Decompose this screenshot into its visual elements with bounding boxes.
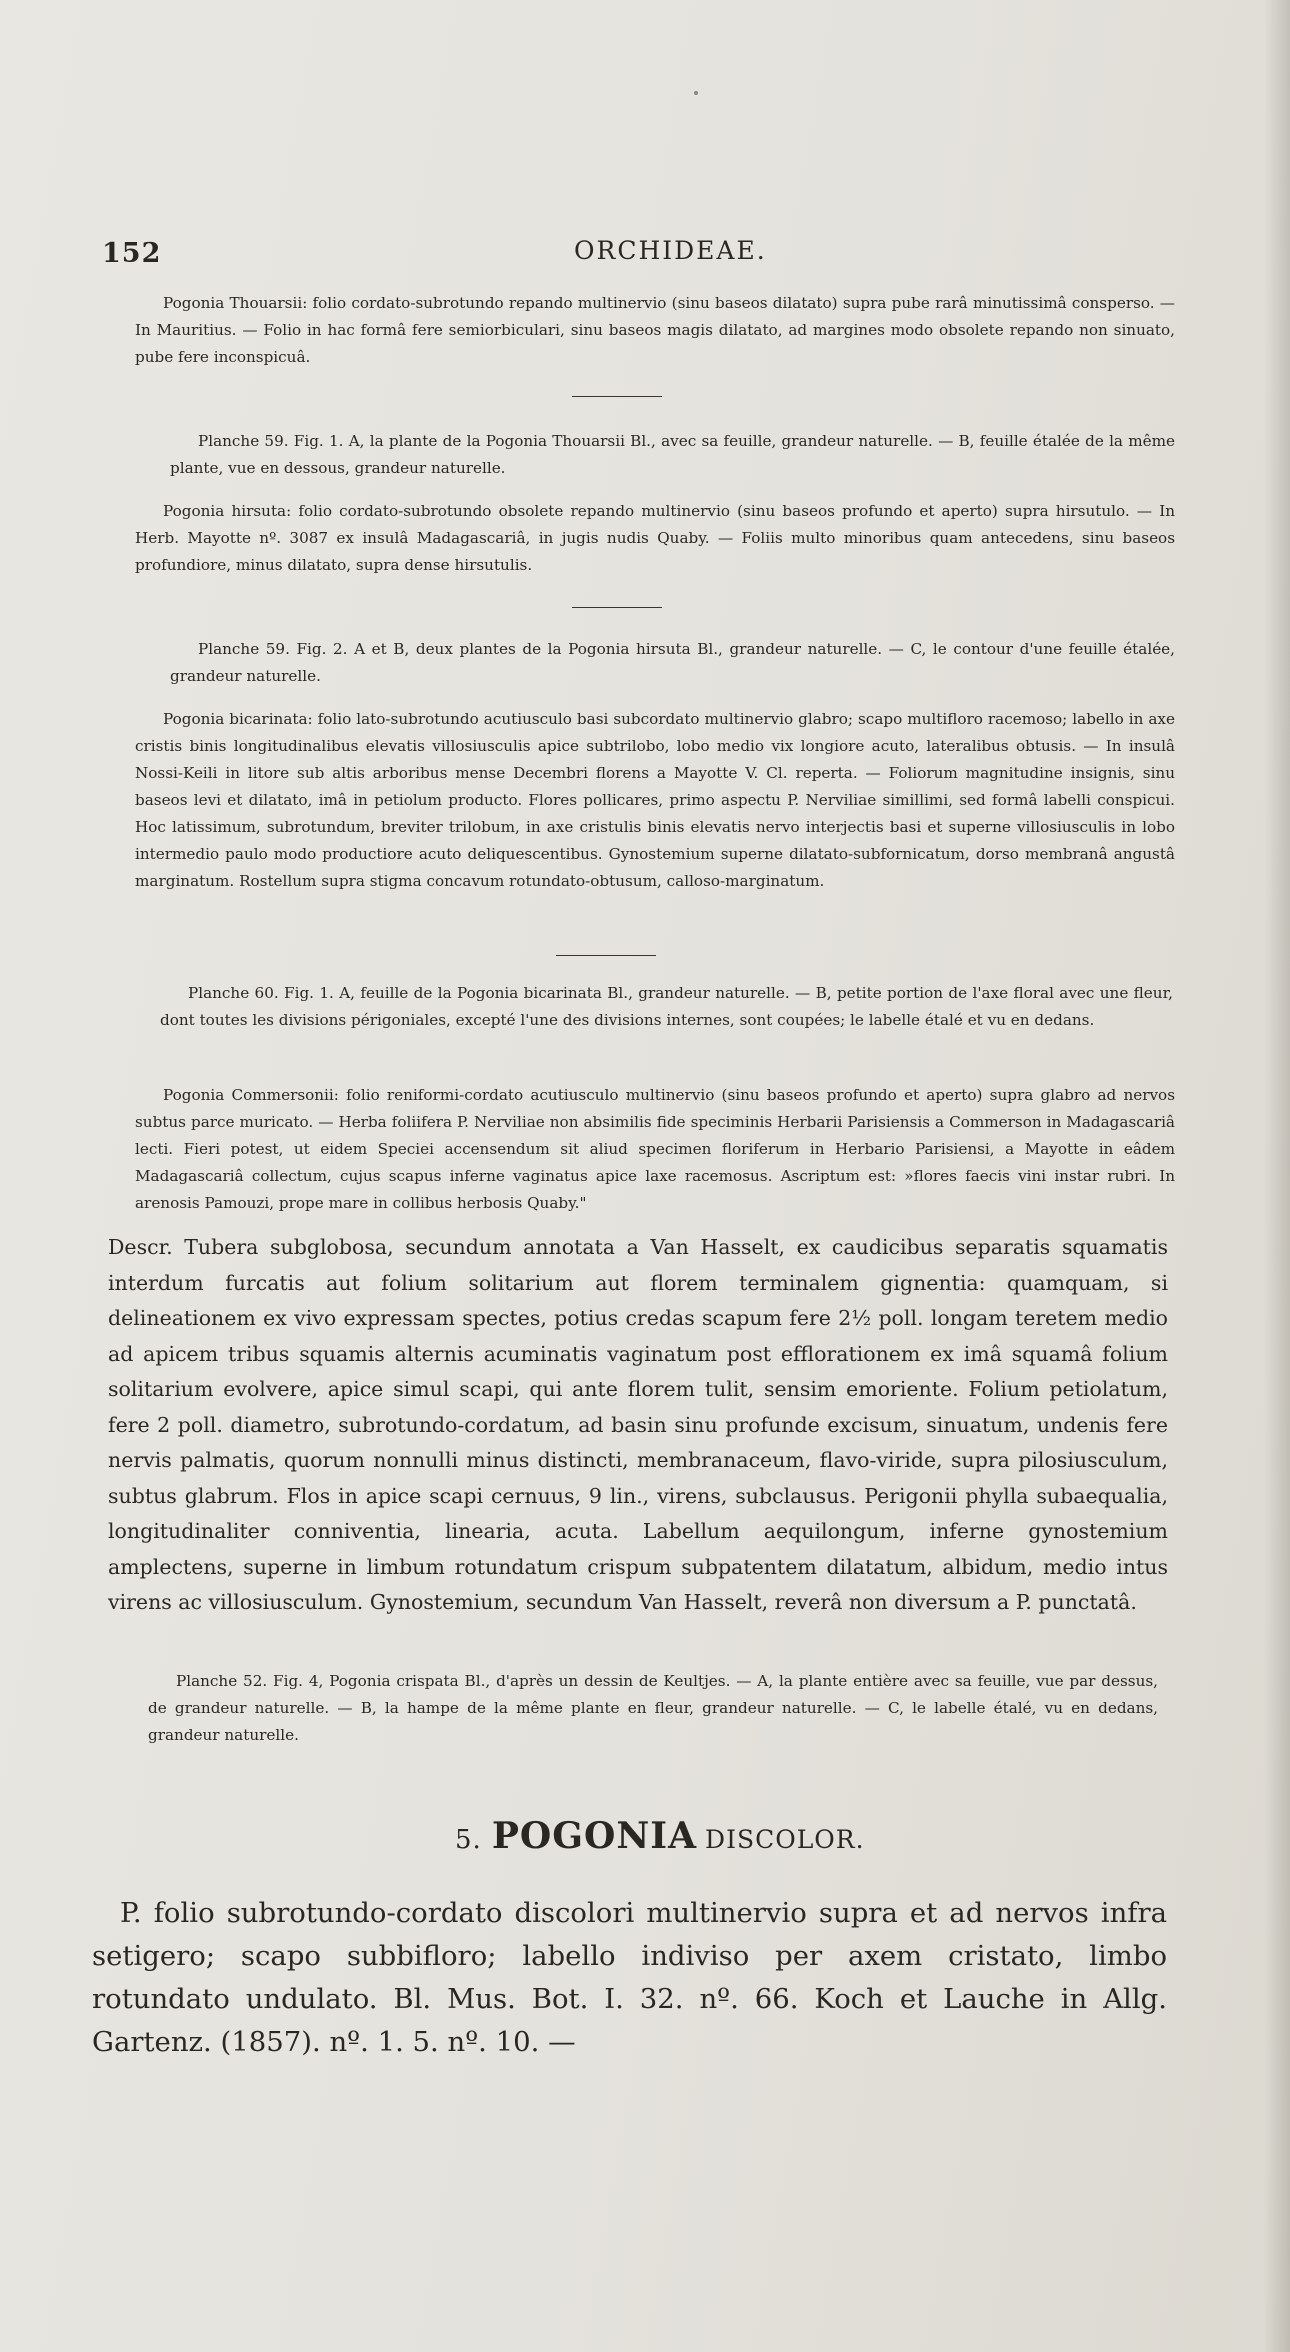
paragraph-pogonia-hirsuta: Pogonia hirsuta: folio cordato-subrotundo obsolete repando multinervio (sinu baseos profundo et aperto) supra hirsutulo. — In Herb. Mayotte nº. 3087 ex insulâ Madagascariâ, in jugis nudis Quaby. — Foliis multo minoribus quam antecedens, sinu baseos profundiore, minus dilatato, supra dense hirsutulis. [135,502,1175,574]
page-shadow-edge [1264,0,1290,2352]
species-genus: POGONIA [491,1815,698,1857]
plate-caption-59-1: Planche 59. Fig. 1. A, la plante de la Pogonia Thouarsii Bl., avec sa feuille, grandeur naturelle. — B, feuille étalée de la même plante, vue en dessous, grandeur naturelle. [170,432,1175,477]
plate-caption-59-2: Planche 59. Fig. 2. A et B, deux plantes de la Pogonia hirsuta Bl., grandeur naturelle. — C, le contour d'une feuille étalée, grandeur naturelle. [170,640,1175,685]
paragraph-pogonia-commersonii: Pogonia Commersonii: folio reniformi-cordato acutiusculo multinervio (sinu baseos profundo et aperto) supra glabro ad nervos subtus parce muricato. — Herba foliifera P. Nerviliae non absimilis fide speciminis Herbarii Parisiensis a Commerson in Madagascariâ lecti. Fieri potest, ut eidem Speciei accensendum sit aliud specimen floriferum in Herbario Parisiensi, a Mayotte in eâdem Madagascariâ collectum, cujus scapus inferne vaginatus apice laxe racemosus. Ascriptum est: »flores faecis vini instar rubri. In arenosis Pamouzi, prope mare in collibus herbosis Quaby." [135,1086,1175,1212]
paragraph-pogonia-thouarsii: Pogonia Thouarsii: folio cordato-subrotundo repando multinervio (sinu baseos dilatato) supra pube rarâ minutissimâ consperso. — In Mauritius. — Folio in hac formâ fere semiorbiculari, sinu baseos magis dilatato, ad margines modo obsolete repando non sinuato, pube fere inconspicuâ. [135,294,1175,366]
plate-caption-60-1: Planche 60. Fig. 1. A, feuille de la Pogonia bicarinata Bl., grandeur naturelle. — B, petite portion de l'axe floral avec une fleur, dont toutes les divisions périgoniales, excepté l'une des divisions internes, sont coupées; le labelle étalé et vu en dedans. [160,984,1173,1029]
species-heading [455,1815,865,1857]
species-diagnosis: P. folio subrotundo-cordato discolori multinervio supra et ad nervos infra setigero; scapo subbifloro; labello indiviso per axem cristato, limbo rotundato undulato. Bl. Mus. Bot. I. 32. nº. 66. Koch et Lauche in Allg. Gartenz. (1857). nº. 1. 5. nº. 10. — [92,1897,1167,2058]
plate-caption-52-4: Planche 52. Fig. 4, Pogonia crispata Bl., d'après un dessin de Keultjes. — A, la plante entière avec sa feuille, vue par dessus, de grandeur naturelle. — B, la hampe de la même plante en fleur, grandeur naturelle. — C, le labelle étalé, vu en dedans, grandeur naturelle. [148,1672,1158,1744]
species-epithet: DISCOLOR. [705,1825,865,1854]
paper-speck [694,91,698,95]
separator-rule [556,955,656,956]
page-number: 152 [102,238,162,269]
running-title: ORCHIDEAE. [574,236,767,265]
description-paragraph: Descr. Tubera subglobosa, secundum annotata a Van Hasselt, ex caudicibus separatis squamatis interdum furcatis aut folium solitarium aut florem terminalem gignentia: quamquam, si delineationem ex vivo expressam spectes, potius credas scapum fere 2½ poll. longam teretem medio ad apicem tribus squamis alternis acuminatis vaginatum post efflorationem ex imâ squamâ folium solitarium evolvere, apice simul scapi, qui ante florem tulit, sensim emoriente. Folium petiolatum, fere 2 poll. diametro, subrotundo-cordatum, ad basin sinu profunde excisum, sinuatum, undenis fere nervis palmatis, quorum nonnulli minus distincti, membranaceum, flavo-viride, supra pilosiusculum, subtus glabrum. Flos in apice scapi cernuus, 9 lin., virens, subclausus. Perigonii phylla subaequalia, longitudinaliter conniventia, linearia, acuta. Labellum aequilongum, inferne gynostemium amplectens, superne in limbum rotundatum crispum subpatentem dilatatum, albidum, medio intus virens ac villosiusculum. Gynostemium, secundum Van Hasselt, reverâ non diversum a P. punctatâ. [108,1235,1168,1614]
species-number: 5. [455,1825,482,1855]
separator-rule [572,396,662,397]
paragraph-pogonia-bicarinata: Pogonia bicarinata: folio lato-subrotundo acutiusculo basi subcordato multinervio glabro; scapo multifloro racemoso; labello in axe cristis binis longitudinalibus elevatis villosiusculis apice subtrilobo, lobo medio vix longiore acuto, lateralibus obtusis. — In insulâ Nossi-Keili in litore sub altis arboribus mense Decembri florens a Mayotte V. Cl. reperta. — Foliorum magnitudine insignis, sinu baseos levi et dilatato, imâ in petiolum producto. Flores pollicares, primo aspectu P. Nerviliae simillimi, sed formâ labelli conspicui. Hoc latissimum, subrotundum, breviter trilobum, in axe cristulis binis elevatis nervo interjectis basi et superne villosiusculis in lobo intermedio paulo modo productiore acuto deliquescentibus. Gynostemium superne dilatato-subfornicatum, dorso membranâ angustâ marginatum. Rostellum supra stigma concavum rotundato-obtusum, calloso-marginatum. [135,710,1175,890]
separator-rule [572,607,662,608]
